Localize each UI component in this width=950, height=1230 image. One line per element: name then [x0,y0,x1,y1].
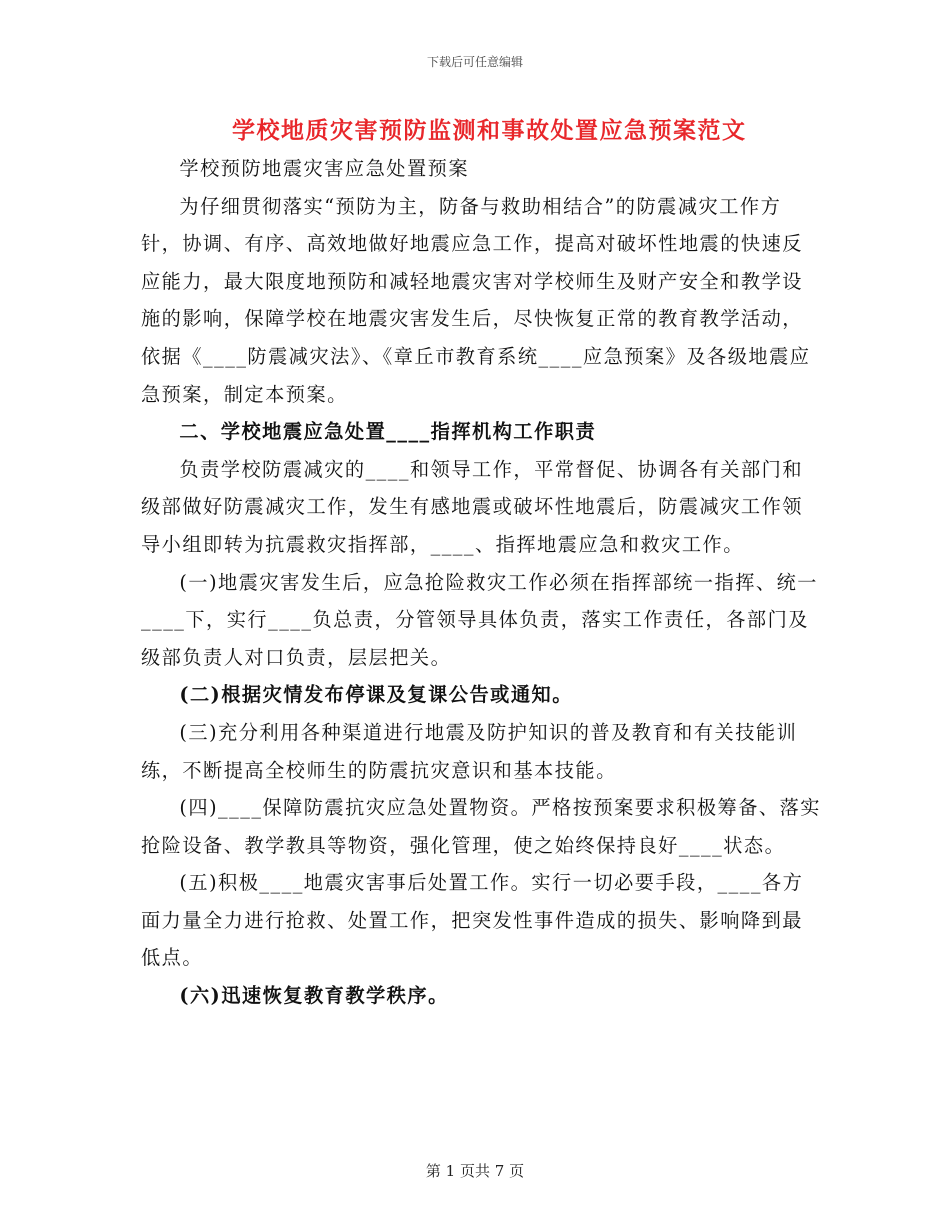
paragraph: (二)根据灾情发布停课及复课公告或通知。 [179,683,573,707]
paragraph: 学校预防地震灾害应急处置预案 [179,157,470,180]
paragraph: 二、学校地震应急处置____指挥机构工作职责 [179,420,597,444]
paragraph: (五)积极____地震灾害事后处置工作。实行一切必要手段，____各方面力量全力进行抢救、处置工作，把突发性事件造成的损失、影响降到最低点。 [141,871,804,970]
paragraph: 负责学校防震减灾的____和领导工作，平常督促、协调各有关部门和级部做好防震减灾工作，发生有感地震或破坏性地震后，防震减灾工作领导小组即转为抗震救灾指挥部，____、指挥地震应急和救灾工作。 [141,457,804,556]
document-body [141,150,821,1015]
paragraph: (三)充分利用各种渠道进行地震及防护知识的普及教育和有关技能训练，不断提高全校师生的防震抗灾意识和基本技能。 [141,720,798,782]
document-title: 学校地质灾害预防监测和事故处置应急预案范文 [232,117,747,144]
paragraph: 为仔细贯彻落实“预防为主，防备与救助相结合”的防震减灾工作方针，协调、有序、高效地做好地震应急工作，提高对破坏性地震的快速反应能力，最大限度地预防和减轻地震灾害对学校师生及财产安全和教学设施的影响，保障学校在地震灾害发生后，尽快恢复正常的教育教学活动，依据《____防震减灾法》、《章丘市教育系统____应急预案》及各级地震应急预案，制定本预案。 [141,194,811,406]
paragraph: (四)____保障防震抗灾应急处置物资。严格按预案要求积极筹备、落实抢险设备、教学教具等物资，强化管理，使之始终保持良好____状态。 [141,796,821,857]
paragraph: (一)地震灾害发生后，应急抢险救灾工作必须在指挥部统一指挥、统一____下，实行____负总责，分管领导具体负责，落实工作责任，各部门及级部负责人对口负责，层层把关。 [141,570,818,669]
paragraph: (六)迅速恢复教育教学秩序。 [179,984,449,1008]
page-footer: 第 1 页共 7 页 [425,1162,525,1180]
page-header-note: 下载后可任意编辑 [426,55,523,69]
